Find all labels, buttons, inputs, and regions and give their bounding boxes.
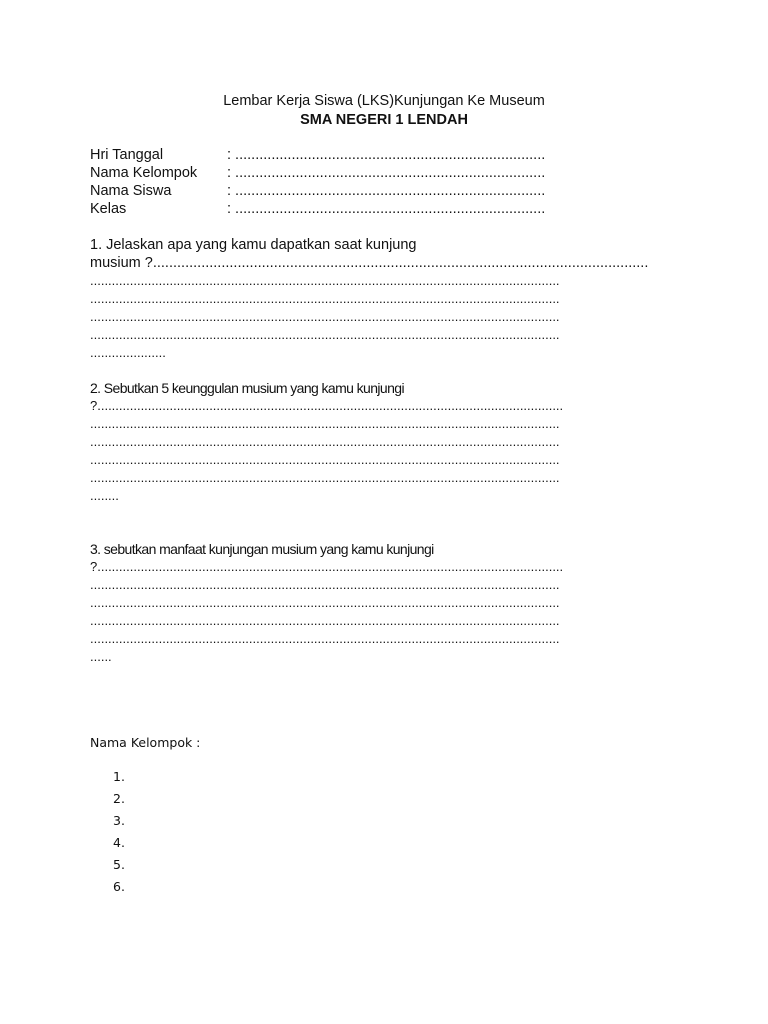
answer-line: ........ — [90, 488, 119, 503]
answer-line: .................................................................................................................................. — [90, 416, 560, 431]
answer-line: .................................................................................................................................. — [90, 577, 560, 592]
question-2-text: 2. Sebutkan 5 keunggulan musium yang kamu kunjungi — [90, 380, 404, 396]
answer-line: .................................................................................................................................. — [90, 595, 560, 610]
question-2-continuation: ?................................................................................................................................. — [90, 398, 564, 413]
group-member-number: 4. — [113, 835, 125, 850]
answer-line: .................................................................................................................................. — [90, 470, 560, 485]
field-blank: : ............................................................................. — [227, 183, 546, 199]
field-label: Kelas — [90, 201, 127, 217]
field-row-nama-siswa — [90, 182, 690, 200]
answer-line: ...... — [90, 649, 112, 664]
field-label: Nama Siswa — [90, 183, 172, 199]
field-label: Hri Tanggal — [90, 147, 164, 163]
group-member-number: 6. — [113, 879, 125, 894]
group-member-number: 3. — [113, 813, 125, 828]
field-row-kelas — [90, 200, 690, 218]
question-3-continuation: ?................................................................................................................................. — [90, 559, 564, 574]
field-blank: : ............................................................................. — [227, 201, 546, 217]
field-blank: : ............................................................................. — [227, 165, 546, 181]
answer-line: .................................................................................................................................. — [90, 327, 560, 342]
field-blank: : ............................................................................. — [227, 147, 546, 163]
worksheet-title: Lembar Kerja Siswa (LKS)Kunjungan Ke Museum — [223, 93, 545, 109]
answer-line: .................................................................................................................................. — [90, 452, 560, 467]
answer-line: .................................................................................................................................. — [90, 273, 560, 288]
question-1-text: 1. Jelaskan apa yang kamu dapatkan saat kunjung — [90, 237, 417, 253]
question-1-continuation: musium ?........................................................................................................................... — [90, 255, 649, 271]
group-member-number: 2. — [113, 791, 125, 806]
answer-line: .................................................................................................................................. — [90, 631, 560, 646]
group-members-label: Nama Kelompok : — [90, 735, 201, 750]
group-member-number: 5. — [113, 857, 125, 872]
answer-line: .................................................................................................................................. — [90, 434, 560, 449]
answer-line: ..................... — [90, 345, 166, 360]
field-row-nama-kelompok — [90, 164, 690, 182]
answer-line: .................................................................................................................................. — [90, 309, 560, 324]
field-label: Nama Kelompok — [90, 165, 198, 181]
group-member-number: 1. — [113, 769, 125, 784]
answer-line: .................................................................................................................................. — [90, 291, 560, 306]
field-row-tanggal — [90, 146, 690, 164]
question-3-text: 3. sebutkan manfaat kunjungan musium yang kamu kunjungi — [90, 541, 434, 557]
school-name: SMA NEGERI 1 LENDAH — [300, 112, 468, 128]
answer-line: .................................................................................................................................. — [90, 613, 560, 628]
